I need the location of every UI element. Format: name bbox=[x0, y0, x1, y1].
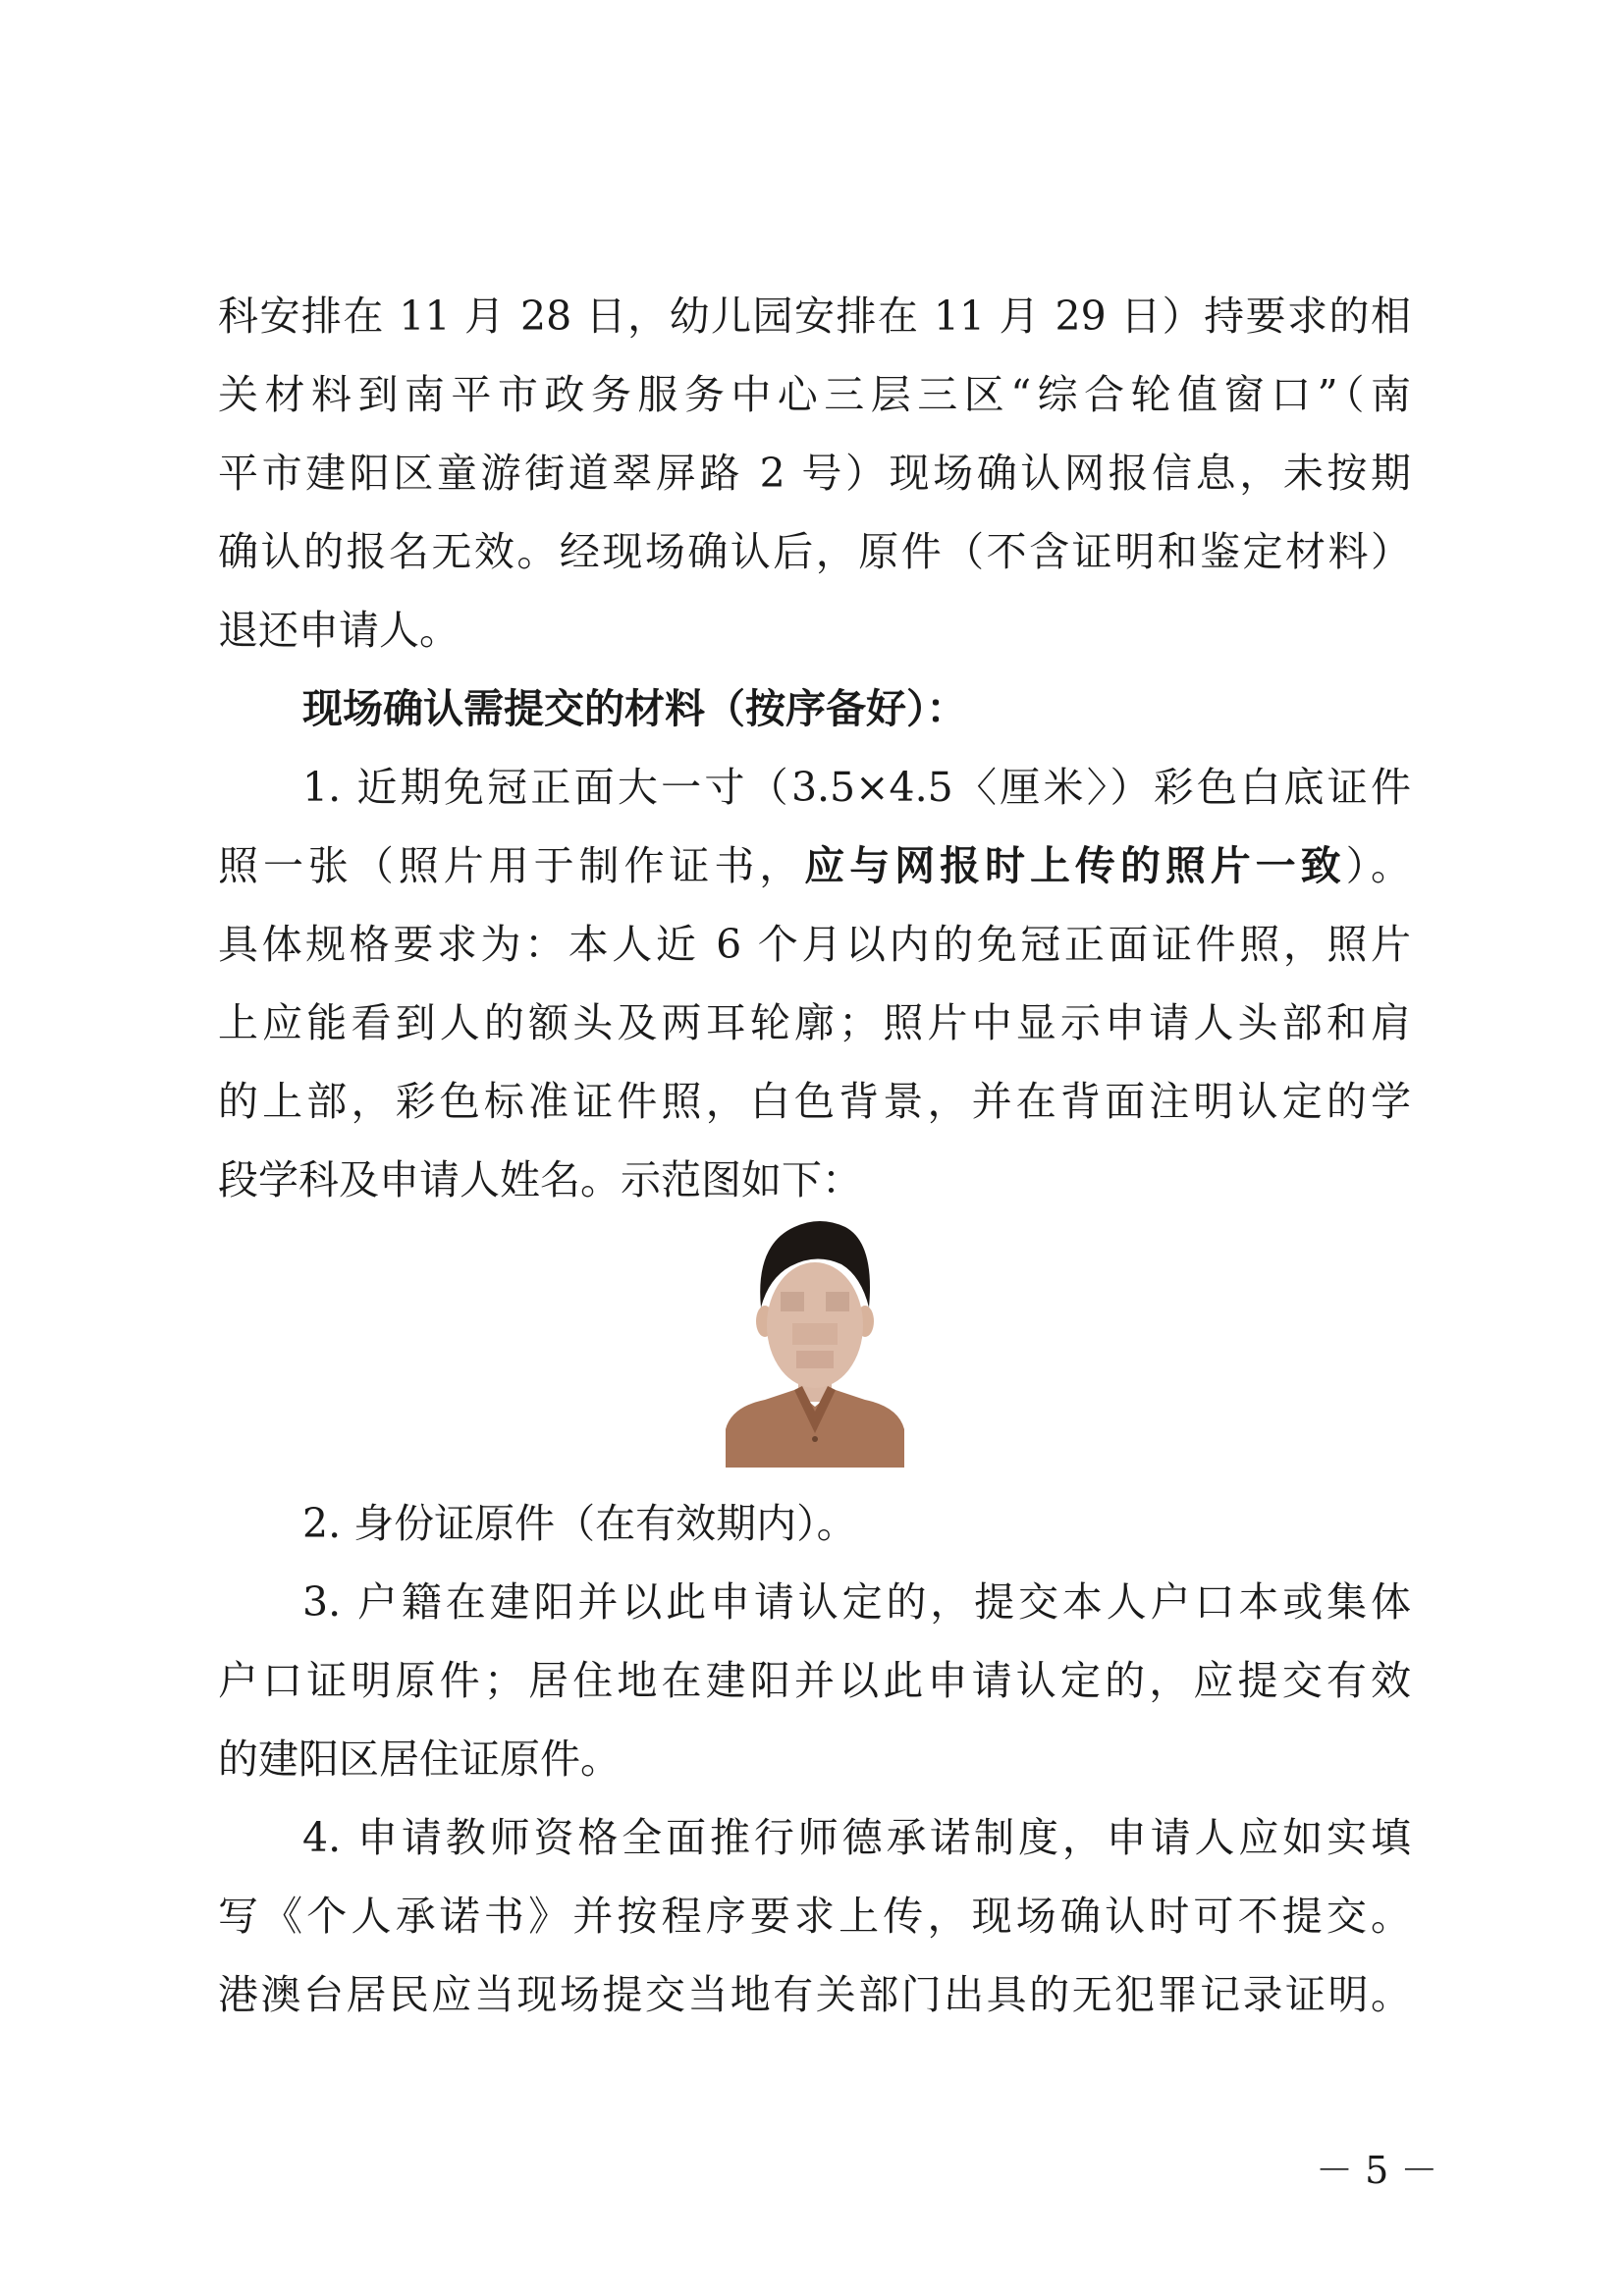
paragraph-schedule bbox=[218, 277, 1411, 1219]
photo-blur-block bbox=[826, 1292, 849, 1311]
item-1-line: 1. 近期免冠正面大一寸（3.5×4.5〈厘米〉）彩色白底证件 bbox=[302, 764, 1411, 811]
item-2-line: 2. 身份证原件（在有效期内）。 bbox=[302, 1500, 857, 1547]
item-3-line: 的建阳区居住证原件。 bbox=[218, 1735, 621, 1783]
photo-blur-block bbox=[792, 1323, 838, 1345]
item-1-line bbox=[218, 827, 1411, 905]
text-line: 科安排在 11 月 28 日，幼儿园安排在 11 月 29 日）持要求的相 bbox=[218, 293, 1411, 340]
item-1-line: 的上部，彩色标准证件照，白色背景，并在背面注明认定的学 bbox=[218, 1078, 1411, 1125]
item-1-line: 段学科及申请人姓名。示范图如下： bbox=[218, 1156, 862, 1203]
text-line: 退还申请人。 bbox=[218, 607, 460, 654]
item-1-line: 上应能看到人的额头及两耳轮廓；照片中显示申请人头部和肩 bbox=[218, 999, 1411, 1046]
photo-blur-block bbox=[796, 1351, 834, 1368]
item-4-line: 写《个人承诺书》并按程序要求上传，现场确认时可不提交。 bbox=[218, 1893, 1411, 1940]
item-1-emphasis: 应与网报时上传的照片一致 bbox=[804, 842, 1346, 889]
sample-id-photo bbox=[726, 1205, 904, 1468]
item-4-line: 港澳台居民应当现场提交当地有关部门出具的无犯罪记录证明。 bbox=[218, 1971, 1411, 2018]
item-1-line: 具体规格要求为：本人近 6 个月以内的免冠正面证件照，照片 bbox=[218, 921, 1411, 968]
paragraph-items bbox=[218, 1484, 1411, 2034]
item-3-line: 户口证明原件；居住地在建阳并以此申请认定的，应提交有效 bbox=[218, 1657, 1411, 1704]
photo-button bbox=[812, 1436, 818, 1442]
page-number: － 5 － bbox=[1316, 2149, 1438, 2192]
item-4-line: 4. 申请教师资格全面推行师德承诺制度，申请人应如实填 bbox=[302, 1814, 1411, 1861]
item-3-line: 3. 户籍在建阳并以此申请认定的，提交本人户口本或集体 bbox=[302, 1578, 1411, 1626]
text-line: 确认的报名无效。经现场确认后，原件（不含证明和鉴定材料） bbox=[218, 528, 1411, 575]
text-line: 平市建阳区童游街道翠屏路 2 号）现场确认网报信息，未按期 bbox=[218, 450, 1411, 497]
photo-blur-block bbox=[781, 1292, 804, 1311]
item-1-text-end: ）。 bbox=[1345, 842, 1412, 889]
materials-heading: 现场确认需提交的材料（按序备好）： bbox=[302, 685, 967, 732]
text-line: 关材料到南平市政务服务中心三层三区“综合轮值窗口”（南 bbox=[218, 371, 1411, 418]
item-1-text: 照一张（照片用于制作证书， bbox=[218, 842, 805, 889]
